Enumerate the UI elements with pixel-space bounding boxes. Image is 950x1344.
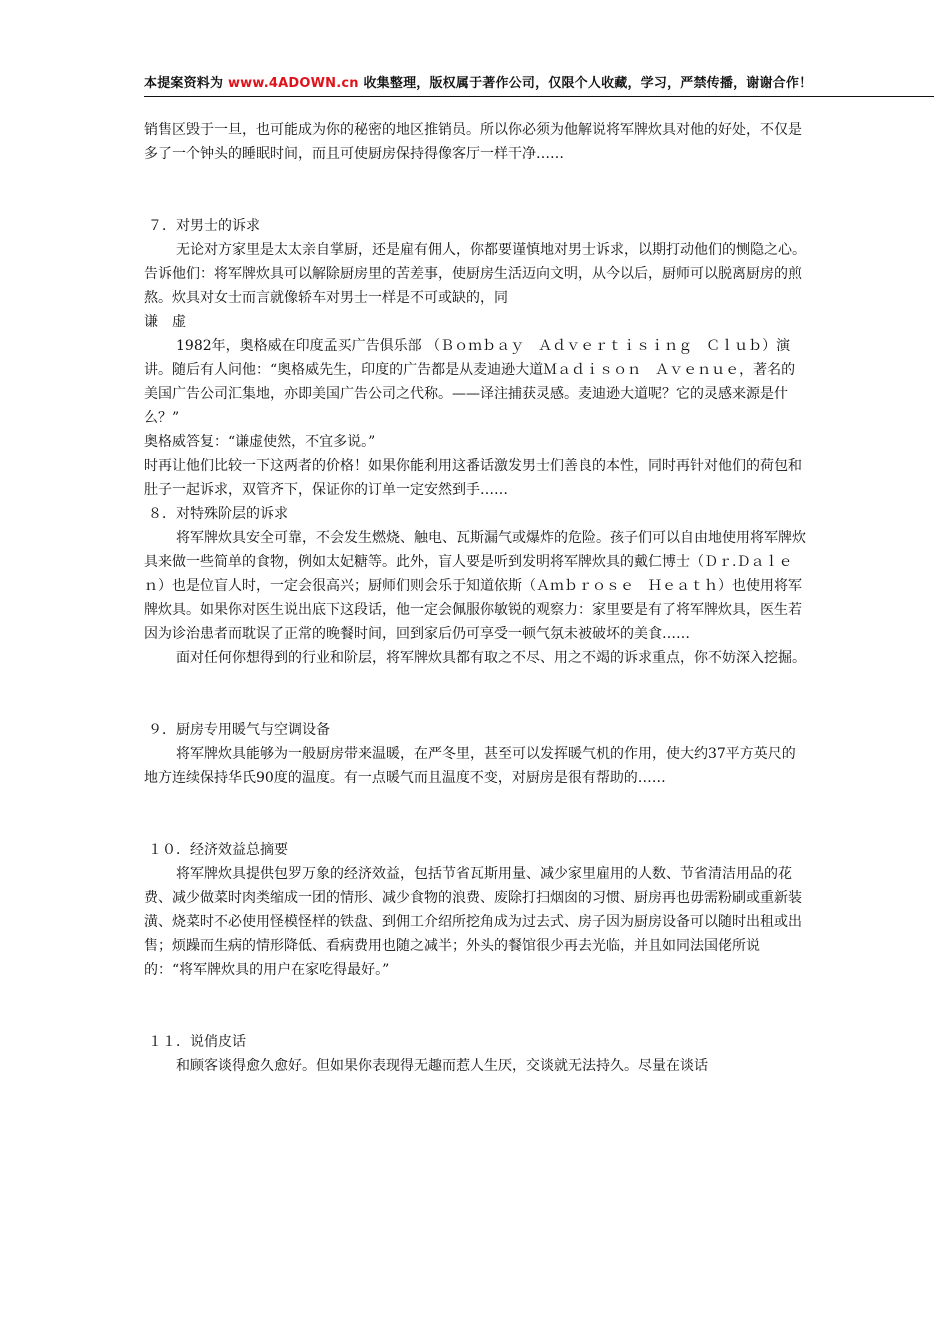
paragraph: 将军牌炊具安全可靠，不会发生燃烧、触电、瓦斯漏气或爆炸的危险。孩子们可以自由地使用将军牌炊具来做一些简单的食物，例如太妃糖等。此外，盲人要是听到发明将军牌炊具的戴仁博士（Ｄｒ.Ｄａｌｅｎ）也是位盲人时，一定会很高兴；厨师们则会乐于知道依斯（Ａｍｂｒｏｓｅ Ｈｅａｔｈ）也使用将军牌炊具。如果你对医生说出底下这段话，他一定会佩服你敏锐的观察力：家里要是有了将军牌炊具，医生若因为诊治患者而耽误了正常的晚餐时间，回到家后仍可享受一顿气氛未被破坏的美食…… bbox=[144, 530, 806, 642]
paragraph: 奥格威答复：“谦虚使然，不宜多说。” bbox=[144, 434, 376, 450]
paragraph: 时再让他们比较一下这两者的价格！如果你能利用这番话激发男士们善良的本性，同时再针对他们的荷包和肚子一起诉求，双管齐下，保证你的订单一定安然到手…… bbox=[144, 458, 802, 498]
paragraph: 将军牌炊具能够为一般厨房带来温暖，在严冬里，甚至可以发挥暖气机的作用，使大约37平方英尺的地方连续保持华氏90度的温度。有一点暖气而且温度不变，对厨房是很有帮助的…… bbox=[144, 746, 796, 786]
paragraph: 和顾客谈得愈久愈好。但如果你表现得无趣而惹人生厌，交谈就无法持久。尽量在谈话 bbox=[176, 1058, 708, 1074]
header-site-link[interactable]: www.4ADOWN.cn bbox=[227, 76, 359, 91]
header-divider bbox=[144, 96, 934, 97]
section-heading: ８．对特殊阶层的诉求 bbox=[148, 506, 288, 522]
section-gap bbox=[144, 166, 808, 214]
section-heading: １１．说俏皮话 bbox=[148, 1034, 246, 1050]
section-heading: ７．对男士的诉求 bbox=[148, 218, 260, 234]
paragraph: 1982年，奥格威在印度孟买广告俱乐部 （Ｂｏｍｂａｙ Ａｄｖｅｒｔｉｓｉｎｇ Ｃｌｕｂ）演讲。随后有人问他：“奥格威先生，印度的广告都是从麦迪逊大道Ｍａｄｉｓｏｎ Ａｖｅｎｕｅ，著名的美国广告公司汇集地，亦即美国广告公司之代称。——译注捕获灵感。麦迪逊大道呢？它的灵感来源是什么？” bbox=[144, 338, 796, 426]
sidebar-title: 谦 虚 bbox=[144, 314, 186, 330]
section-gap bbox=[144, 670, 808, 718]
paragraph: 销售区毁于一旦，也可能成为你的秘密的地区推销员。所以你必须为他解说将军牌炊具对他的好处，不仅是多了一个钟头的睡眠时间，而且可使厨房保持得像客厅一样干净…… bbox=[144, 122, 802, 162]
document-body bbox=[144, 118, 808, 1078]
page-header bbox=[144, 72, 934, 91]
section-heading: １０．经济效益总摘要 bbox=[148, 842, 288, 858]
section-gap bbox=[144, 790, 808, 838]
header-prefix: 本提案资料为 bbox=[144, 76, 228, 91]
paragraph: 将军牌炊具提供包罗万象的经济效益，包括节省瓦斯用量、减少家里雇用的人数、节省清洁用品的花费、减少做菜时肉类缩成一团的情形、减少食物的浪费、废除打扫烟囱的习惯、厨房再也毋需粉刷或重新装潢、烧菜时不必使用怪模怪样的铁盘、到佣工介绍所挖角成为过去式、房子因为厨房设备可以随时出租或出售；烦躁而生病的情形降低、看病费用也随之减半；外头的餐馆很少再去光临，并且如同法国佬所说的：“将军牌炊具的用户在家吃得最好。” bbox=[144, 866, 802, 978]
section-heading: ９．厨房专用暖气与空调设备 bbox=[148, 722, 330, 738]
header-suffix: 收集整理，版权属于著作公司，仅限个人收藏，学习，严禁传播，谢谢合作！ bbox=[358, 76, 813, 91]
section-gap bbox=[144, 982, 808, 1030]
paragraph: 无论对方家里是太太亲自掌厨，还是雇有佣人，你都要谨慎地对男士诉求，以期打动他们的恻隐之心。告诉他们：将军牌炊具可以解除厨房里的苦差事，使厨房生活迈向文明，从今以后，厨师可以脱离厨房的煎熬。炊具对女士而言就像轿车对男士一样是不可或缺的，同 bbox=[144, 242, 806, 306]
paragraph: 面对任何你想得到的行业和阶层，将军牌炊具都有取之不尽、用之不竭的诉求重点，你不妨深入挖掘。 bbox=[176, 650, 806, 666]
